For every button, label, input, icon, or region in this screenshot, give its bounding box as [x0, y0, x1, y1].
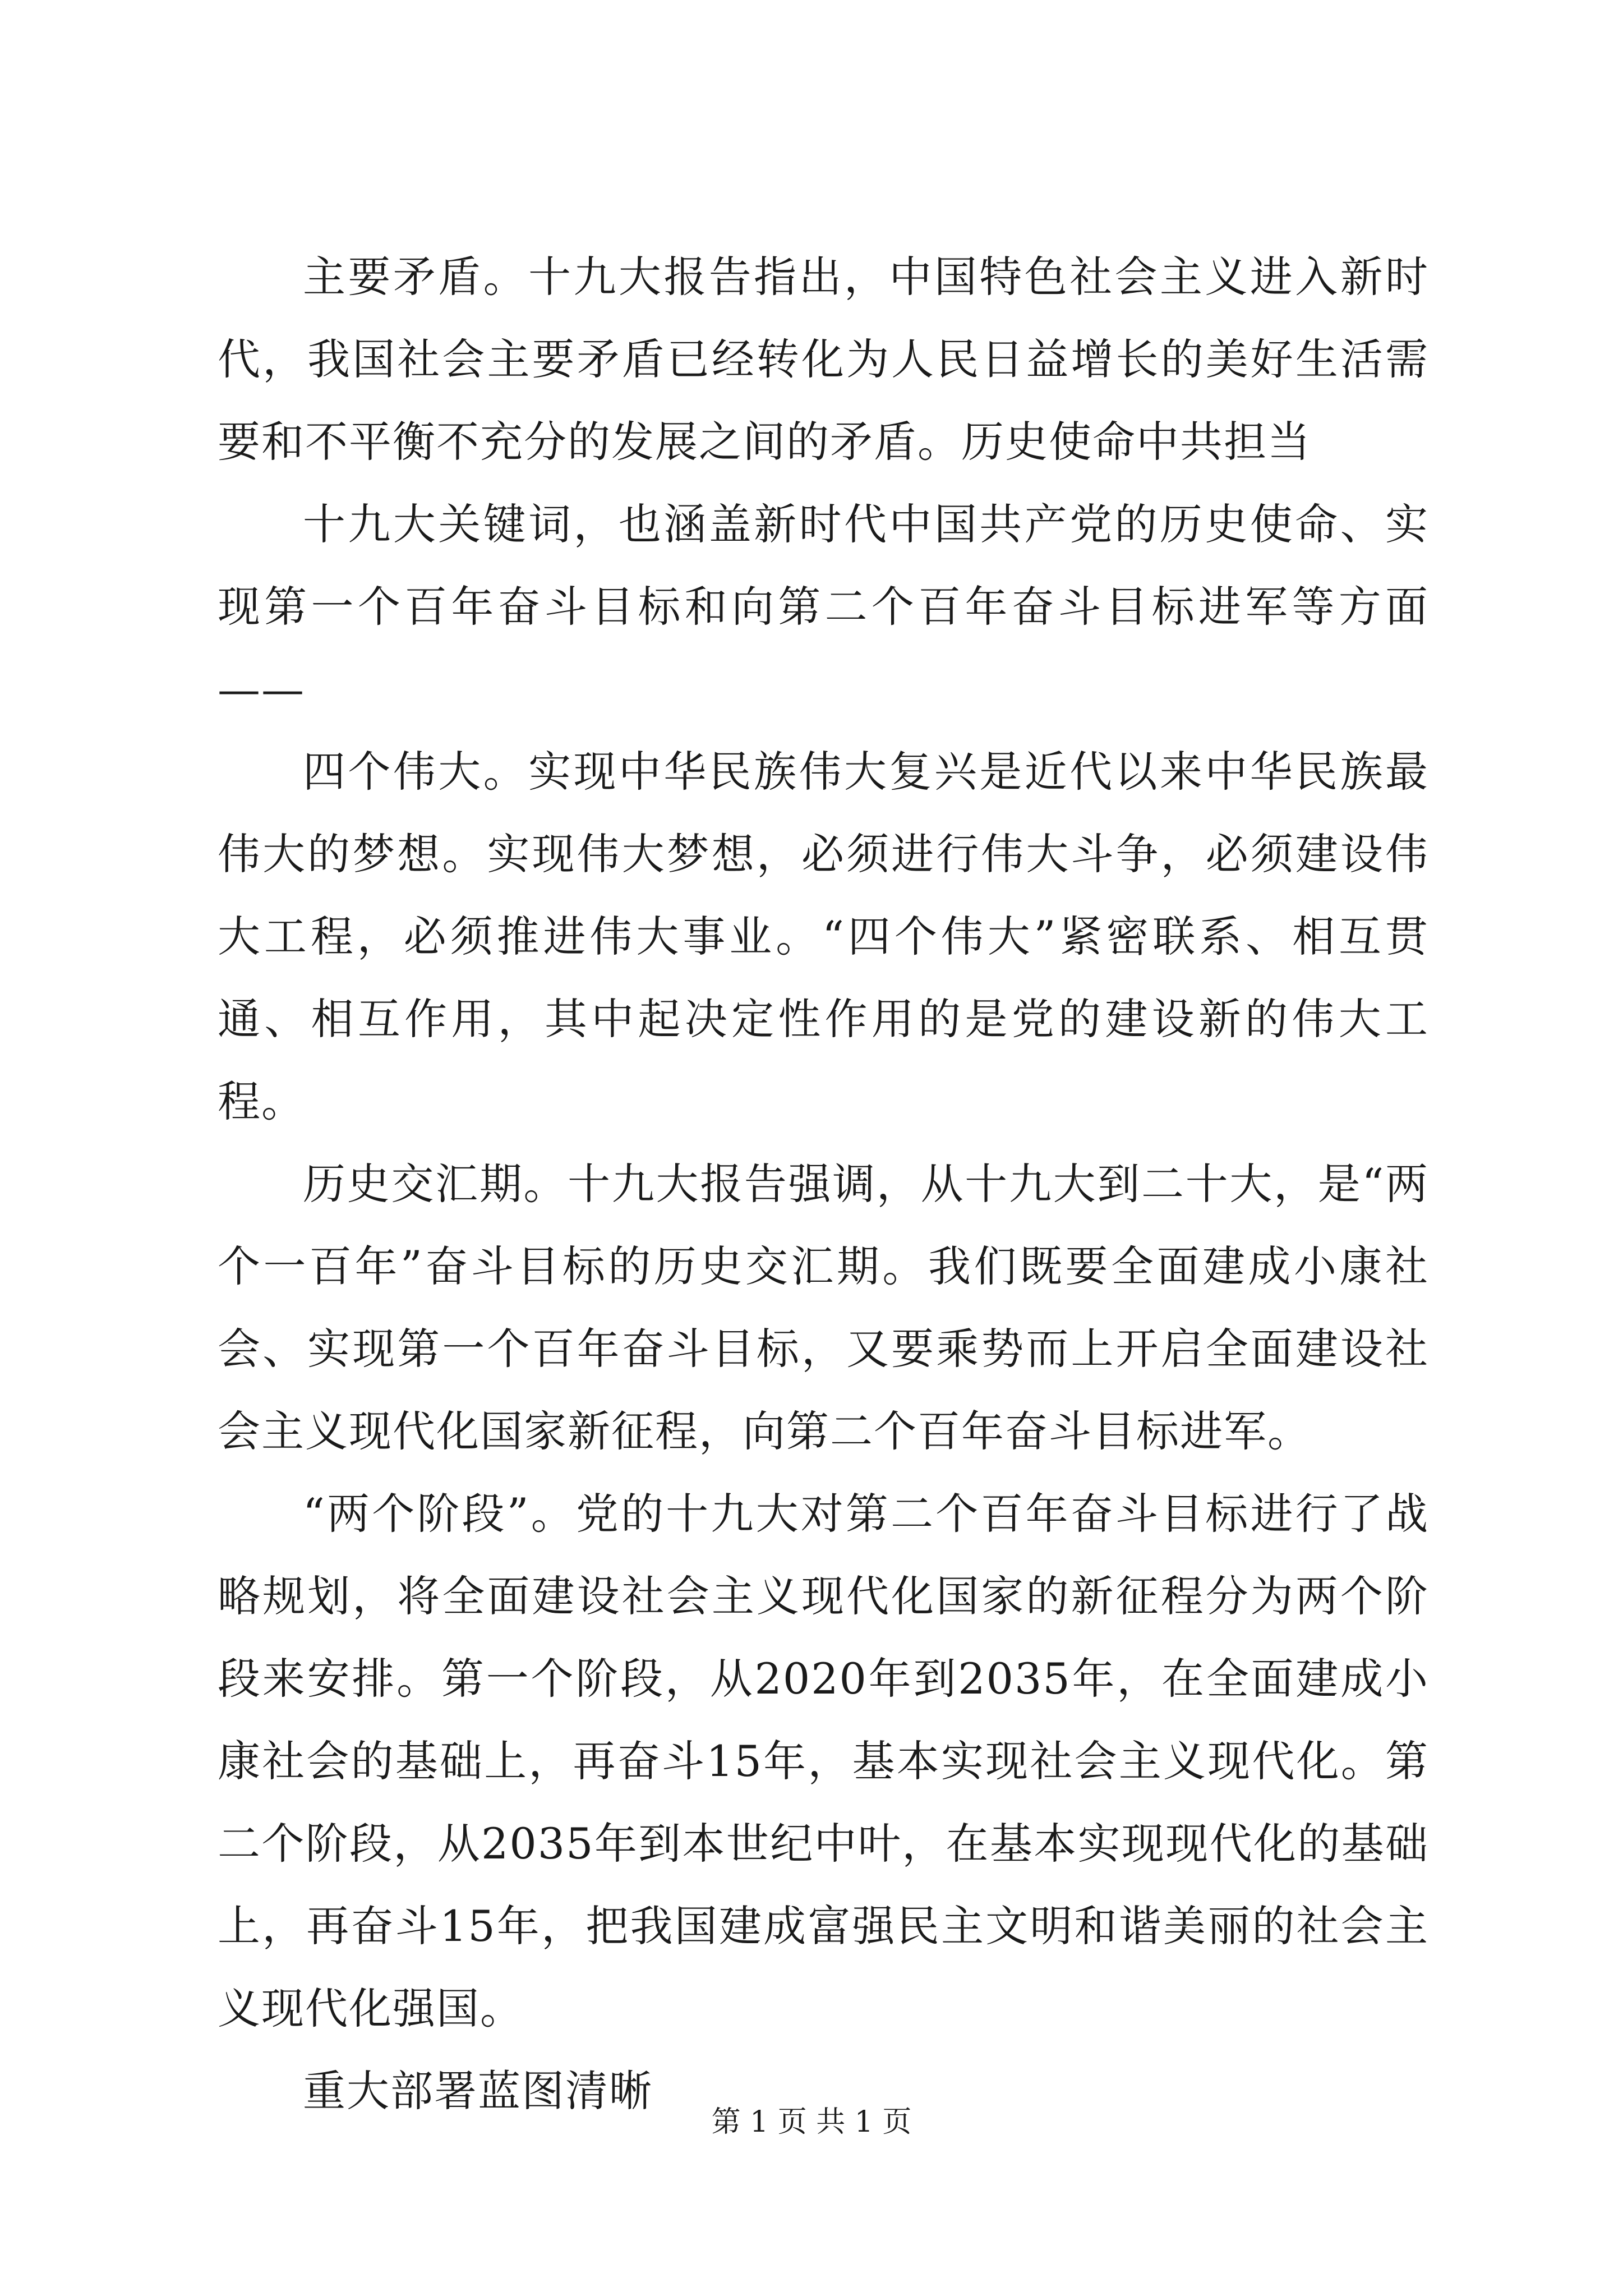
- paragraph-keywords: 十九大关键词，也涵盖新时代中国共产党的历史使命、实现第一个百年奋斗目标和向第二个百年奋斗目标进军等方面——: [218, 499, 1429, 714]
- document-body: [218, 236, 1429, 2132]
- paragraph-major-deployment: 重大部署蓝图清晰: [303, 2066, 653, 2116]
- page-footer: 第 1 页 共 1 页: [711, 2105, 912, 2139]
- paragraph-four-greats: 四个伟大。实现中华民族伟大复兴是近代以来中华民族最伟大的梦想。实现伟大梦想，必须进行伟大斗争，必须建设伟大工程，必须推进伟大事业。“四个伟大”紧密联系、相互贯通、相互作用，其中起决定性作用的是党的建设新的伟大工程。: [218, 747, 1429, 1126]
- paragraph-main-contradiction: 主要矛盾。十九大报告指出，中国特色社会主义进入新时代，我国社会主要矛盾已经转化为人民日益增长的美好生活需要和不平衡不充分的发展之间的矛盾。历史使命中共担当: [218, 252, 1429, 467]
- paragraph-historic-convergence: 历史交汇期。十九大报告强调，从十九大到二十大，是“两个一百年”奋斗目标的历史交汇期。我们既要全面建成小康社会、实现第一个百年奋斗目标，又要乘势而上开启全面建设社会主义现代化国家新征程，向第二个百年奋斗目标进军。: [218, 1159, 1429, 1456]
- paragraph-two-stages: “两个阶段”。党的十九大对第二个百年奋斗目标进行了战略规划，将全面建设社会主义现代化国家的新征程分为两个阶段来安排。第一个阶段，从2020年到2035年，在全面建成小康社会的基础上，再奋斗15年，基本实现社会主义现代化。第二个阶段，从2035年到本世纪中叶，在基本实现现代化的基础上，再奋斗15年，把我国建成富强民主文明和谐美丽的社会主义现代化强国。: [218, 1489, 1429, 2033]
